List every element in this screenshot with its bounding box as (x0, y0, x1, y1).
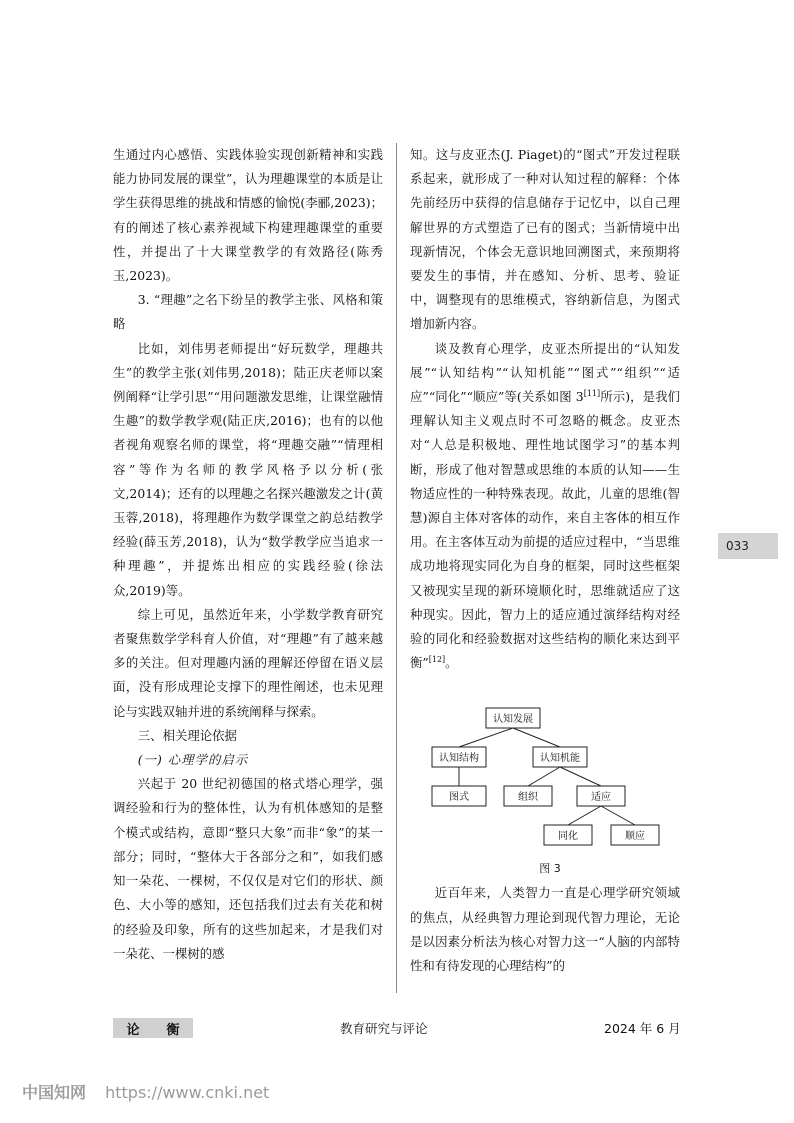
label-structure: 认知结构 (439, 753, 479, 764)
paragraph: 知。这与皮亚杰(J. Piaget)的“图式”开发过程联系起来，就形成了一种对认知过程的解释：个体先前经历中获得的信息储存于记忆中，以自己理解世界的方式塑造了已有的图式；当新情境中出现新情况，个体会无意识地回溯图式，来预期将要发生的事情，并在感知、分析、思考、验证中，调整现有的思维模式，容纳新信息，为图式增加新内容。 (410, 147, 680, 332)
subsection-heading: 3. “理趣”之名下纷呈的教学主张、风格和策略 (113, 292, 383, 332)
journal-name: 教育研究与评论 (340, 1021, 428, 1036)
label-organization: 组织 (518, 792, 538, 803)
text-run: 。 (445, 655, 458, 671)
left-column (113, 143, 383, 966)
label-schema: 图式 (449, 792, 469, 803)
watermark (22, 1080, 269, 1103)
text-run: 所示)，是我们理解认知主义观点时不可忽略的概念。皮亚杰对“人总是积极地、理性地试图学习”的基本判断，形成了他对智慧或思维的本质的认知——生物适应性的一种特殊表现。故此，儿童的思维(智慧)源自主体对客体的动作，来自主客体的相互作用。在主客体互动为前提的适应过程中，“当思维成功地将现实同化为自身的框架，同时这些框架又被现实呈现的新环境顺化时，思维就适应了这种现实。因此，智力上的适应通过演绎结构对经验的同化和经验数据对这些结构的顺化来达到平衡” (410, 389, 680, 671)
paragraph: 生通过内心感悟、实践体验实现创新精神和实践能力协同发展的课堂”，认为理趣课堂的本质是让学生获得思维的挑战和情感的愉悦(李郦,2023)；有的阐述了核心素养视域下构建理趣课堂的重要性，并提出了十大课堂教学的有效路径(陈秀玉,2023)。 (113, 147, 383, 284)
section-label (113, 1018, 193, 1038)
concept-diagram (420, 700, 670, 885)
text-run: 谈及教育心理学，皮亚杰所提出的“认知发展”“认知结构”“认知机能”“图式”“组织”“适应”“同化”“顺应”等(关系如图 3 (410, 340, 680, 405)
watermark-name: 中国知网 (22, 1083, 87, 1102)
section-label-part: 论 (126, 1022, 140, 1038)
issue-date: 2024 年 6 月 (604, 1021, 681, 1036)
section-heading: 三、相关理论依据 (137, 727, 237, 743)
paragraph: 综上可见，虽然近年来，小学数学教育研究者聚焦数学学科育人价值，对“理趣”有了越来越多的关注。但对理趣内涵的理解还停留在语义层面，没有形成理论支撑下的理性阐述，也未见理论与实践双轴并进的系统阐释与探索。 (113, 606, 383, 719)
paragraph: 兴起于 20 世纪初德国的格式塔心理学，强调经验和行为的整体性，认为有机体感知的是整个模式或结构，意即“整只大象”而非“象”的某一部分；同时，“整体大于各部分之和”，如我们感知一朵花、一棵树，不仅仅是对它们的形状、颜色、大小等的感知，还包括我们过去有关花和树的经验及印象，所有的这些加起来，才是我们对一朵花、一棵树的感 (113, 776, 383, 961)
figure-caption: 图 3 (539, 862, 561, 875)
label-accommodation: 顺应 (625, 831, 645, 842)
paragraph (410, 337, 680, 676)
citation: [11] (583, 388, 601, 398)
page-number: 033 (718, 533, 778, 559)
citation: [12] (428, 655, 446, 665)
label-assimilation: 同化 (558, 831, 578, 842)
label-root: 认知发展 (493, 714, 533, 725)
paragraph: 比如，刘伟男老师提出“好玩数学，理趣共生”的教学主张(刘伟男,2018)；陆正庆老师以案例阐释“让学引思”“用问题激发思维，让课堂融情生趣”的数学教学观(陆正庆,2016)；也有的以他者视角观察名师的课堂，将“理趣交融”“情理相容”等作为名师的教学风格予以分析(张文,2014)；还有的以理趣之名探兴趣激发之计(黄玉蓉,2018)，将理趣作为数学课堂之韵总结教学经验(薛玉芳,2018)，认为“数学教学应当追求一种理趣”，并提炼出相应的实践经验(徐法众,2019)等。 (113, 340, 383, 598)
label-adaptation: 适应 (591, 792, 611, 803)
watermark-url: https://www.cnki.net (105, 1083, 270, 1102)
label-function: 认知机能 (540, 753, 580, 764)
paragraph: 近百年来，人类智力一直是心理学研究领域的焦点，从经典智力理论到现代智力理论，无论是以因素分析法为核心对智力这一“人脑的内部特性和有待发现的心理结构”的 (410, 885, 680, 974)
section-label-part: 衡 (166, 1022, 180, 1038)
subsection-title: (一) 心理学的启示 (137, 752, 249, 768)
column-divider (396, 143, 397, 993)
